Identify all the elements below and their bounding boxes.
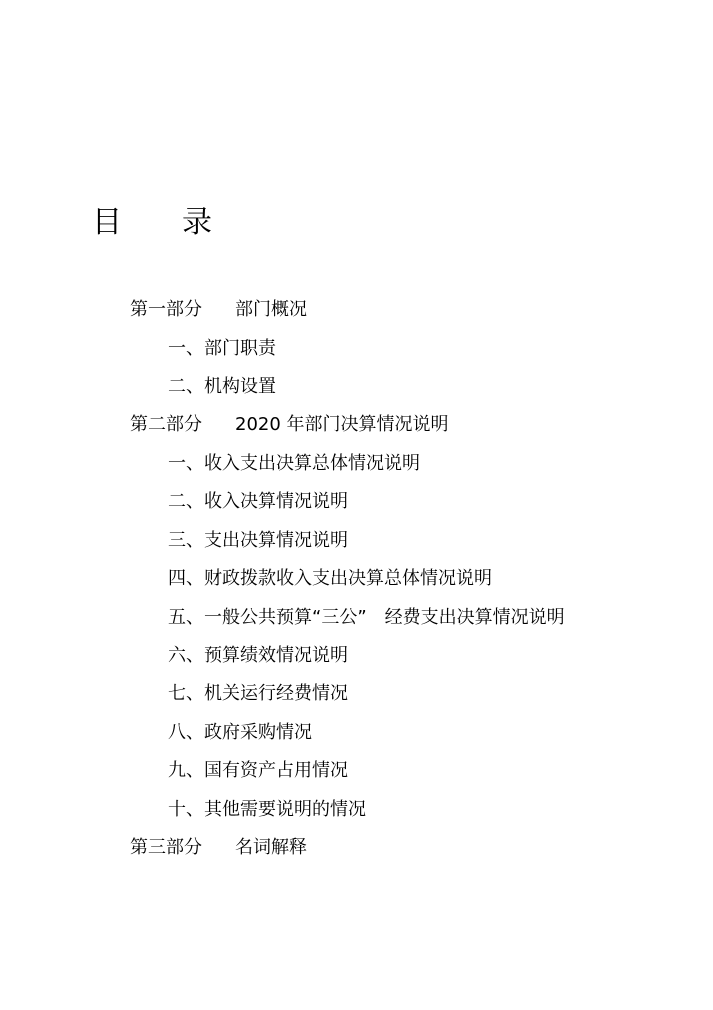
- toc-item-text: 二、收入决算情况说明: [168, 491, 348, 512]
- toc-item: [168, 682, 348, 706]
- toc-item-text: 一、收入支出决算总体情况说明: [168, 453, 420, 474]
- toc-item: [168, 375, 276, 399]
- toc-item-text: 九、国有资产占用情况: [168, 760, 348, 781]
- toc-item: [168, 529, 348, 553]
- toc-item-text: 五、一般公共预算“三公” 经费支出决算情况说明: [168, 607, 565, 628]
- toc-item: [168, 606, 565, 630]
- toc-item: [168, 337, 276, 361]
- toc-item-text: 一、部门职责: [168, 338, 276, 359]
- toc-item-text: 十、其他需要说明的情况: [168, 799, 366, 820]
- toc-item-text: 八、政府采购情况: [168, 722, 312, 743]
- toc-item-text: 七、机关运行经费情况: [168, 683, 348, 704]
- toc-item: [168, 644, 348, 668]
- part-2-title: 2020 年部门决算情况说明: [235, 414, 449, 435]
- toc-item-text: 二、机构设置: [168, 376, 276, 397]
- toc-item-text: 四、财政拨款收入支出决算总体情况说明: [168, 568, 492, 589]
- toc-item: [168, 452, 420, 476]
- toc-item-text: 六、预算绩效情况说明: [168, 645, 348, 666]
- toc-item: [168, 798, 366, 822]
- toc-item-text: 三、支出决算情况说明: [168, 530, 348, 551]
- page-title: 目 录: [92, 205, 212, 240]
- toc-item: [168, 759, 348, 783]
- toc-part-3: [130, 836, 307, 860]
- toc-item: [168, 567, 492, 591]
- toc-part-2: [130, 413, 449, 437]
- part-1-label: 第一部分: [130, 299, 202, 320]
- toc-part-1: [130, 298, 307, 322]
- part-3-title: 名词解释: [235, 837, 307, 858]
- part-2-label: 第二部分: [130, 414, 202, 435]
- toc-item: [168, 721, 312, 745]
- toc-item: [168, 490, 348, 514]
- part-3-label: 第三部分: [130, 837, 202, 858]
- part-1-title: 部门概况: [235, 299, 307, 320]
